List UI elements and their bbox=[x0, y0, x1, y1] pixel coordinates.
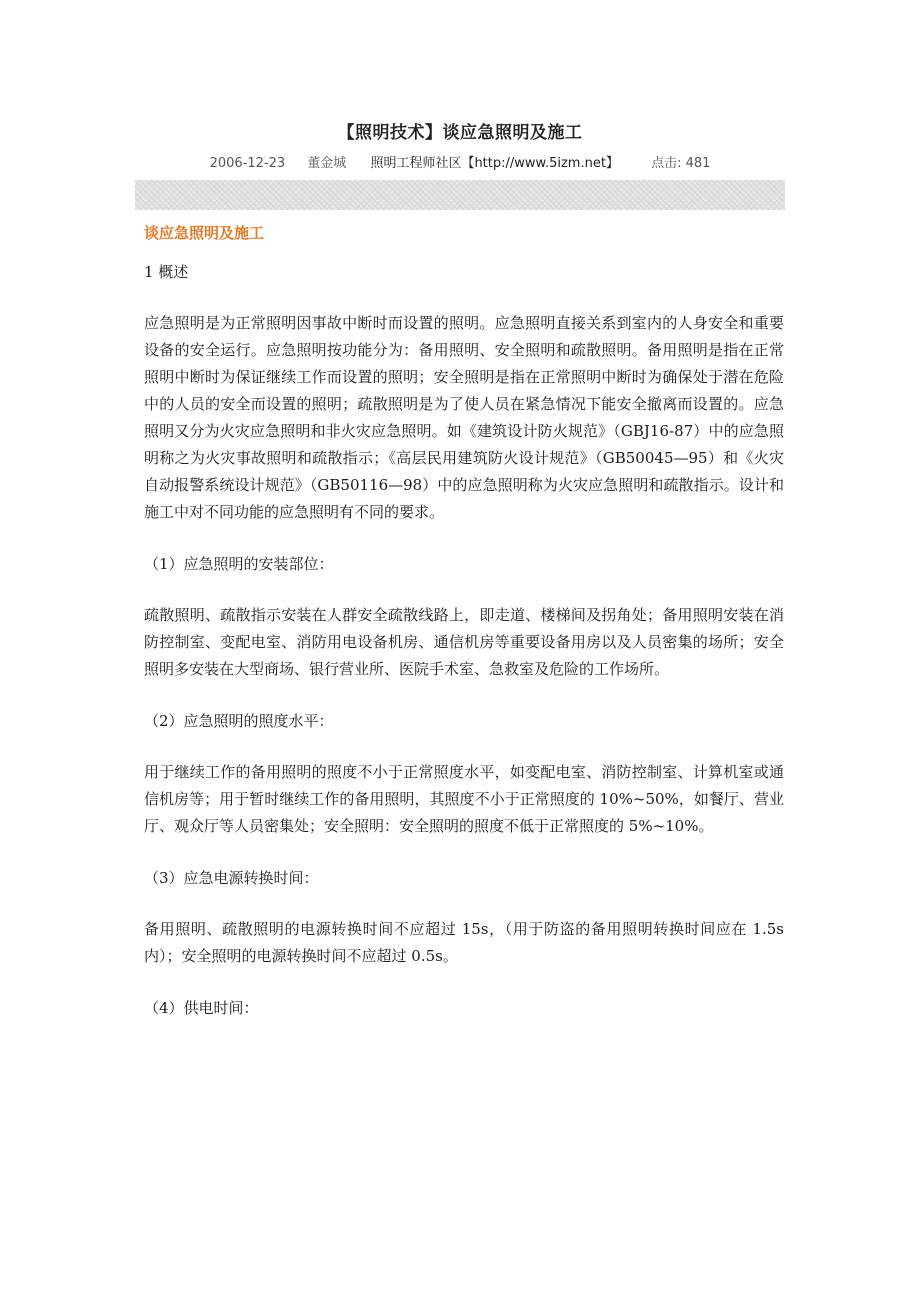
click-count: 点击: 481 bbox=[651, 156, 711, 171]
source-link[interactable]: 照明工程师社区【http://www.5izm.net】 bbox=[370, 156, 619, 171]
article-title: 【照明技术】谈应急照明及施工 bbox=[337, 123, 583, 143]
section-heading: （3）应急电源转换时间： bbox=[144, 869, 319, 887]
author-name: 董金城 bbox=[307, 156, 347, 171]
publish-date: 2006-12-23 bbox=[209, 156, 286, 171]
paragraph: 用于继续工作的备用照明的照度不小于正常照度水平，如变配电室、消防控制室、计算机室或通信机房等；用于暂时继续工作的备用照明，其照度不小于正常照度的 10%~50%，如餐厅、营业厅、观众厅等人员密集处；安全照明：安全照明的照度不低于正常照度的 5%~10%。 bbox=[144, 763, 784, 835]
article-body bbox=[144, 222, 784, 1046]
section-heading: （4）供电时间： bbox=[144, 999, 259, 1017]
paragraph: 应急照明是为正常照明因事故中断时而设置的照明。应急照明直接关系到室内的人身安全和重要设备的安全运行。应急照明按功能分为：备用照明、安全照明和疏散照明。备用照明是指在正常照明中断时为保证继续工作而设置的照明；安全照明是指在正常照明中断时为确保处于潜在危险中的人员的安全而设置的照明；疏散照明是为了使人员在紧急情况下能安全撤离而设置的。应急照明又分为火灾应急照明和非火灾应急照明。如《建筑设计防火规范》（GBJ16-87）中的应急照明称之为火灾事故照明和疏散指示；《高层民用建筑防火设计规范》（GB50045—95）和《火灾自动报警系统设计规范》（GB50116—98）中的应急照明称为火灾应急照明和疏散指示。设计和施工中对不同功能的应急照明有不同的要求。 bbox=[144, 314, 784, 521]
section-heading: （2）应急照明的照度水平： bbox=[144, 712, 334, 730]
paragraph: 疏散照明、疏散指示安装在人群安全疏散线路上，即走道、楼梯间及拐角处；备用照明安装在消防控制室、变配电室、消防用电设备机房、通信机房等重要设备用房以及人员密集的场所；安全照明多安装在大型商场、银行营业所、医院手术室、急救室及危险的工作场所。 bbox=[144, 606, 784, 678]
section-heading: 1 概述 bbox=[144, 263, 189, 281]
section-heading: （1）应急照明的安装部位： bbox=[144, 555, 334, 573]
article-meta bbox=[0, 152, 920, 171]
paragraph: 备用照明、疏散照明的电源转换时间不应超过 15s，（用于防盗的备用照明转换时间应在 1.5s 内）；安全照明的电源转换时间不应超过 0.5s。 bbox=[144, 920, 784, 965]
decorative-divider-bar bbox=[135, 180, 785, 210]
article-subtitle: 谈应急照明及施工 bbox=[144, 224, 265, 242]
